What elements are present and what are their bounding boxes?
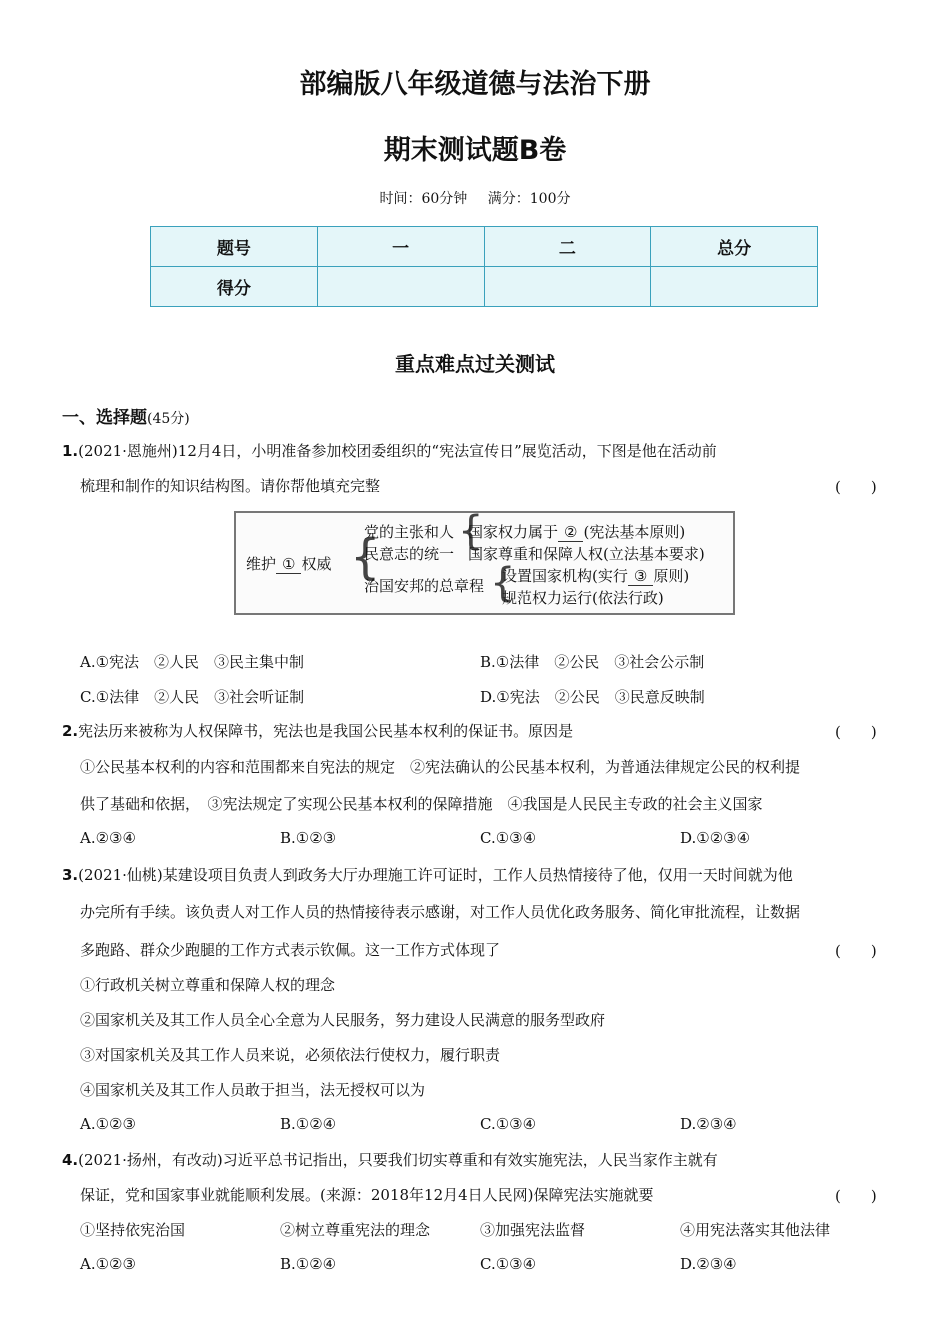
blank-3: ③ [628,567,653,586]
option-d[interactable]: D.②③④ [680,1115,737,1133]
option-a[interactable]: A.①②③ [80,1255,136,1273]
part-label: 一、选择题 [62,408,147,428]
option-b[interactable]: B.①②④ [280,1255,337,1273]
answer-bracket[interactable]: ( ) [835,1187,877,1205]
statement-3: ③加强宪法监督 [480,1221,586,1239]
part-points: (45分) [147,411,190,427]
diagram-leaf-3 [502,565,689,586]
knowledge-diagram [234,508,735,615]
doc-subtitle: 期末测试题B卷 [383,135,567,166]
exam-meta [0,188,950,208]
option-c[interactable]: C.①③④ [480,1115,537,1133]
option-b[interactable]: B.①②③ [280,829,337,847]
question-2 [62,721,573,741]
question-number: 3. [62,866,79,884]
diagram-leaf-4: 规范权力运行(依法行政) [502,589,664,607]
score-table-header-row [151,227,818,267]
question-1 [62,441,717,461]
score-cell: 一 [317,227,484,267]
doc-title: 部编版八年级道德与法治下册 [299,69,651,100]
score-table [150,226,818,307]
diagram-branch-1b: 民意志的统一 [364,545,455,563]
statement-3: ③对国家机关及其工作人员来说，必须依法行使权力，履行职责 [80,1046,501,1064]
option-d[interactable]: D.②③④ [680,1255,737,1273]
question-number: 1. [62,442,79,460]
score-cell: 得分 [151,267,318,307]
leaf-text: 设置国家机构(实行 [502,567,628,585]
diagram-left: 维护 [246,555,277,573]
option-d[interactable]: D.①②③④ [680,829,751,847]
diagram-right: 权威 [301,555,332,573]
score-cell: 二 [484,227,651,267]
brace-icon: { [490,560,516,606]
option-b[interactable]: B.①法律 ②公民 ③社会公示制 [480,653,705,671]
answer-bracket[interactable]: ( ) [835,942,877,960]
diagram-leaf-2: 国家尊重和保障人权(立法基本要求) [468,545,705,563]
score-table-row [151,267,818,307]
section-title: 重点难点过关测试 [395,352,555,376]
leaf-text: (宪法基本原则) [583,523,686,541]
question-text: (2021·恩施州)12月4日，小明准备参加校团委组织的“宪法宣传日”展览活动，下图是他在活动前 [78,442,717,460]
score-cell: 题号 [151,227,318,267]
statement-2: ②树立尊重宪法的理念 [280,1221,431,1239]
answer-bracket[interactable]: ( ) [835,478,877,496]
diagram-branch-1a: 党的主张和人 [364,523,455,541]
question-text: 多跑路、群众少跑腿的工作方式表示钦佩。这一工作方式体现了 [80,941,501,959]
blank-1: ① [276,555,301,574]
option-a[interactable]: A.①宪法 ②人民 ③民主集中制 [80,653,305,671]
option-b[interactable]: B.①②④ [280,1115,337,1133]
score-input-cell[interactable] [317,267,484,307]
option-d[interactable]: D.①宪法 ②公民 ③民意反映制 [480,688,705,706]
option-a[interactable]: A.①②③ [80,1115,136,1133]
diagram-leaf-1 [468,521,685,542]
question-text: 宪法历来被称为人权保障书，宪法也是我国公民基本权利的保证书。原因是 [78,722,574,740]
question-text: 梳理和制作的知识结构图。请你帮他填充完整 [80,477,381,495]
statement-4: ④国家机关及其工作人员敢于担当，法无授权可以为 [80,1081,426,1099]
question-text: 办完所有手续。该负责人对工作人员的热情接待表示感谢，对工作人员优化政务服务、简化审批流程，让数据 [80,903,801,921]
diagram-branch-2: 治国安邦的总章程 [364,577,485,595]
question-text: (2021·扬州，有改动)习近平总书记指出，只要我们切实尊重和有效实施宪法，人民当家作主就有 [78,1151,718,1169]
statement-1: ①行政机关树立尊重和保障人权的理念 [80,976,336,994]
brace-icon: { [458,508,484,554]
score-cell: 总分 [651,227,818,267]
statement-line: ①公民基本权利的内容和范围都来自宪法的规定 ②宪法确认的公民基本权利，为普通法律规定公民的权利提 [80,758,801,776]
leaf-text: 国家权力属于 [468,523,559,541]
exam-full-score: 满分：100分 [487,191,571,207]
option-a[interactable]: A.②③④ [80,829,136,847]
answer-bracket[interactable]: ( ) [835,723,877,741]
question-text: 保证，党和国家事业就能顺利发展。(来源：2018年12月4日人民网)保障宪法实施就要 [80,1186,654,1204]
question-number: 4. [62,1151,79,1169]
diagram-root [246,553,331,574]
statement-1: ①坚持依宪治国 [80,1221,186,1239]
option-c[interactable]: C.①③④ [480,829,537,847]
part-heading [62,403,190,428]
score-input-cell[interactable] [484,267,651,307]
statement-line: 供了基础和依据， ③宪法规定了实现公民基本权利的保障措施 ④我国是人民民主专政的社会主义国家 [80,795,763,813]
question-text: (2021·仙桃)某建设项目负责人到政务大厅办理施工许可证时，工作人员热情接待了他，仅用一天时间就为他 [78,866,793,884]
option-c[interactable]: C.①法律 ②人民 ③社会听证制 [80,688,305,706]
score-input-cell[interactable] [651,267,818,307]
question-4 [62,1150,718,1170]
statement-2: ②国家机关及其工作人员全心全意为人民服务，努力建设人民满意的服务型政府 [80,1011,606,1029]
blank-2: ② [558,523,583,542]
question-number: 2. [62,722,79,740]
statement-4: ④用宪法落实其他法律 [680,1221,831,1239]
brace-icon: { [350,529,381,585]
exam-time: 时间：60分钟 [379,191,468,207]
question-3 [62,865,793,885]
leaf-text: 原则) [653,567,690,585]
option-c[interactable]: C.①③④ [480,1255,537,1273]
